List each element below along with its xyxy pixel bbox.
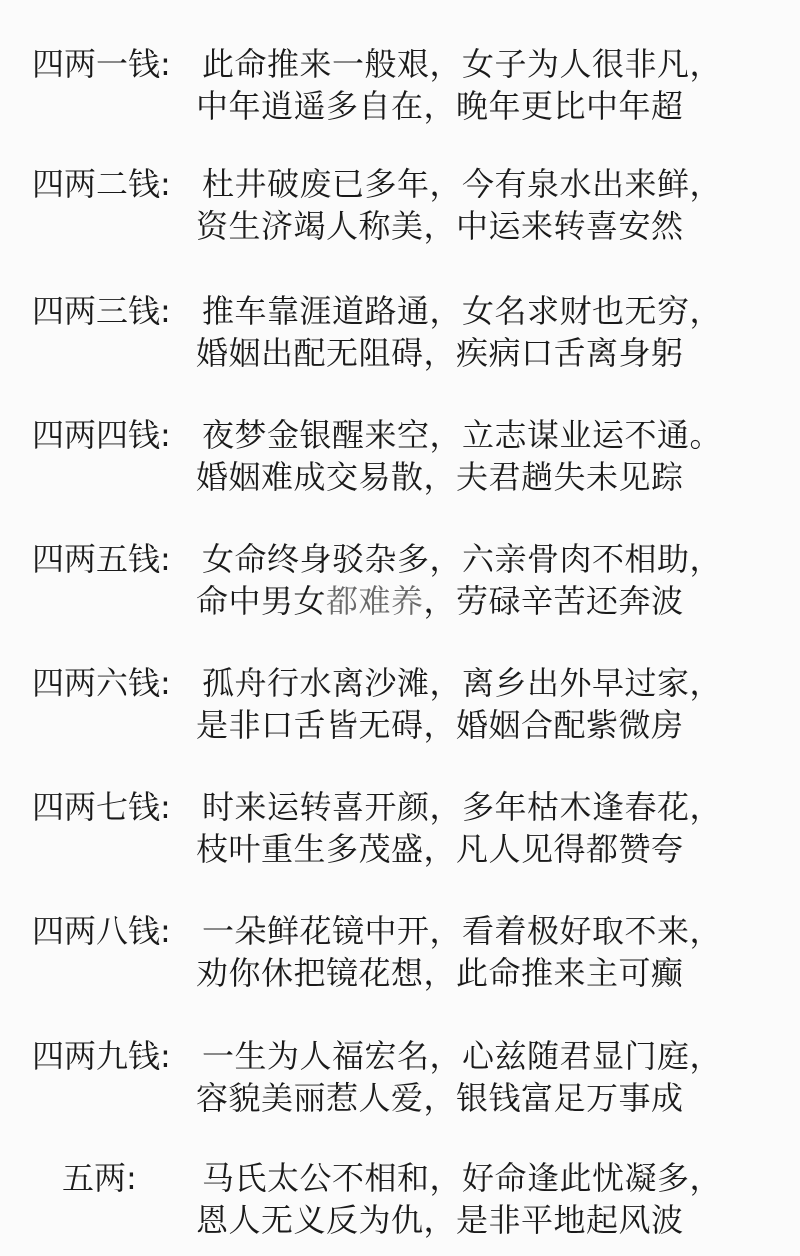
verse-line-1: 夜梦金银醒来空，立志谋业运不通。 (202, 416, 723, 454)
entry-label: 五两: (62, 1159, 137, 1197)
entry-label: 四两五钱: (32, 540, 171, 578)
entry-label: 四两六钱: (32, 664, 171, 702)
verse-line-2: 恩人无义反为仇，是非平地起风波 (196, 1201, 684, 1239)
entry-4-1 (0, 42, 800, 142)
entry-4-4 (0, 413, 800, 513)
verse-line-2: 是非口舌皆无碍，婚姻合配紫微房 (196, 706, 684, 744)
entry-label: 四两一钱: (32, 45, 171, 83)
verse-text: 命中男女 (196, 582, 327, 620)
verse-line-2: 婚姻出配无阻碍，疾病口舌离身躬 (196, 334, 684, 372)
entry-label: 四两二钱: (32, 165, 171, 203)
entry-label: 四两三钱: (32, 292, 171, 330)
entry-label: 四两九钱: (32, 1037, 171, 1075)
entry-label: 四两八钱: (32, 912, 171, 950)
entry-4-9 (0, 1034, 800, 1134)
entry-label: 四两四钱: (32, 416, 171, 454)
verse-line-1: 一朵鲜花镜中开，看着极好取不来， (202, 912, 723, 950)
entry-4-8 (0, 909, 800, 1009)
entry-4-2 (0, 162, 800, 262)
entry-4-3 (0, 289, 800, 389)
entry-label: 四两七钱: (32, 788, 171, 826)
verse-line-1: 孤舟行水离沙滩，离乡出外早过家， (202, 664, 723, 702)
verse-line-2: 劝你休把镜花想，此命推来主可癫 (196, 954, 684, 992)
verse-line-1: 推车靠涯道路通，女名求财也无穷， (202, 292, 723, 330)
verse-line-1: 女命终身驳杂多，六亲骨肉不相助， (202, 540, 723, 578)
verse-text: ，劳碌辛苦还奔波 (423, 582, 684, 620)
entry-4-7 (0, 785, 800, 885)
verse-line-2: 中年逍遥多自在，晚年更比中年超 (196, 87, 684, 125)
entry-5 (0, 1156, 800, 1256)
verse-line-1: 马氏太公不相和，好命逢此忧凝多， (202, 1159, 723, 1197)
verse-highlight: 都难养 (326, 582, 424, 620)
verse-line-2 (196, 579, 684, 623)
verse-line-2: 枝叶重生多茂盛，凡人见得都赞夸 (196, 830, 684, 868)
verse-line-2: 容貌美丽惹人爱，银钱富足万事成 (196, 1079, 684, 1117)
verse-line-2: 资生济竭人称美，中运来转喜安然 (196, 207, 684, 245)
verse-line-1: 此命推来一般艰，女子为人很非凡， (202, 45, 723, 83)
entry-4-5 (0, 537, 800, 637)
verse-line-1: 一生为人福宏名，心兹随君显门庭， (202, 1037, 723, 1075)
entry-4-6 (0, 661, 800, 761)
verse-line-2: 婚姻难成交易散，夫君趟失未见踪 (196, 458, 684, 496)
verse-line-1: 时来运转喜开颜，多年枯木逢春花， (202, 788, 723, 826)
verse-line-1: 杜井破废已多年，今有泉水出来鲜， (202, 165, 723, 203)
